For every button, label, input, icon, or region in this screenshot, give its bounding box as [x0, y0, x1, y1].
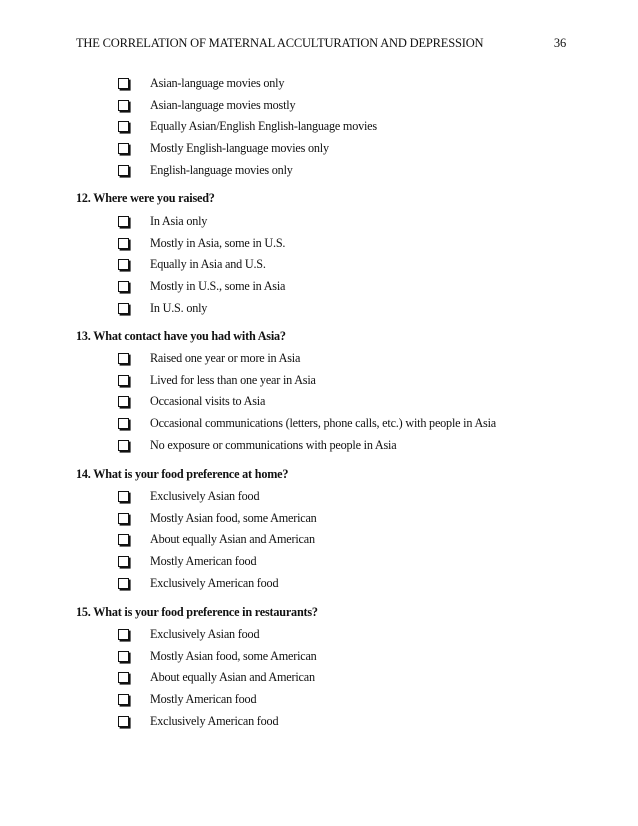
checkbox-icon[interactable]: [118, 694, 129, 705]
checkbox-icon[interactable]: [118, 396, 129, 407]
option-label: Lived for less than one year in Asia: [150, 372, 316, 387]
option-label: Asian-language movies only: [150, 76, 285, 90]
checkbox-icon[interactable]: [118, 78, 129, 89]
question-12-options: [0, 214, 638, 322]
option-item[interactable]: [0, 279, 638, 301]
option-item[interactable]: [0, 98, 638, 120]
option-item[interactable]: [0, 554, 638, 576]
option-item[interactable]: [0, 416, 638, 438]
question-14-heading: 14. What is your food preference at home?: [76, 467, 289, 481]
option-label: Mostly in Asia, some in U.S.: [150, 235, 286, 250]
checkbox-icon[interactable]: [118, 281, 129, 292]
option-item[interactable]: [0, 670, 638, 692]
option-item[interactable]: [0, 119, 638, 141]
checkbox-icon[interactable]: [118, 556, 129, 567]
option-label: Exclusively American food: [150, 575, 279, 590]
checkbox-icon[interactable]: [118, 303, 129, 314]
question-15-options: [0, 627, 638, 735]
option-item[interactable]: [0, 373, 638, 395]
continued-options-list: [0, 76, 638, 184]
option-item[interactable]: [0, 141, 638, 163]
option-label: Occasional communications (letters, phone calls, etc.) with people in Asia: [150, 416, 496, 431]
option-item[interactable]: [0, 163, 638, 185]
checkbox-icon[interactable]: [118, 716, 129, 727]
checkbox-icon[interactable]: [118, 578, 129, 589]
checkbox-icon[interactable]: [118, 121, 129, 132]
running-header: [76, 36, 566, 56]
checkbox-icon[interactable]: [118, 629, 129, 640]
question-13-heading: 13. What contact have you had with Asia?: [76, 329, 286, 343]
option-label: About equally Asian and American: [150, 670, 315, 685]
option-label: About equally Asian and American: [150, 532, 315, 547]
option-item[interactable]: [0, 76, 638, 98]
checkbox-icon[interactable]: [118, 672, 129, 683]
checkbox-icon[interactable]: [118, 259, 129, 270]
option-label: In U.S. only: [150, 300, 208, 315]
option-label: Equally in Asia and U.S.: [150, 257, 266, 272]
checkbox-icon[interactable]: [118, 165, 129, 176]
option-label: Mostly American food: [150, 692, 257, 707]
question-15-heading: 15. What is your food preference in restaurants?: [76, 605, 318, 619]
option-label: In Asia only: [150, 214, 208, 228]
option-label: English-language movies only: [150, 162, 293, 177]
option-item[interactable]: [0, 511, 638, 533]
checkbox-icon[interactable]: [118, 216, 129, 227]
question-14-options: [0, 489, 638, 597]
option-item[interactable]: [0, 627, 638, 649]
checkbox-icon[interactable]: [118, 440, 129, 451]
checkbox-icon[interactable]: [118, 534, 129, 545]
option-label: Exclusively American food: [150, 713, 279, 728]
checkbox-icon[interactable]: [118, 513, 129, 524]
question-13-options: [0, 351, 638, 459]
option-label: Mostly American food: [150, 554, 257, 569]
checkbox-icon[interactable]: [118, 353, 129, 364]
option-item[interactable]: [0, 576, 638, 598]
checkbox-icon[interactable]: [118, 491, 129, 502]
checkbox-icon[interactable]: [118, 375, 129, 386]
option-item[interactable]: [0, 489, 638, 511]
header-title: THE CORRELATION OF MATERNAL ACCULTURATION AND DEPRESSION: [76, 36, 484, 50]
option-label: Raised one year or more in Asia: [150, 351, 301, 365]
option-item[interactable]: [0, 649, 638, 671]
question-12-heading: 12. Where were you raised?: [76, 191, 215, 205]
option-item[interactable]: [0, 692, 638, 714]
option-item[interactable]: [0, 532, 638, 554]
option-item[interactable]: [0, 438, 638, 460]
option-item[interactable]: [0, 714, 638, 736]
checkbox-icon[interactable]: [118, 238, 129, 249]
option-label: Mostly Asian food, some American: [150, 648, 317, 663]
option-item[interactable]: [0, 301, 638, 323]
option-item[interactable]: [0, 351, 638, 373]
option-label: Mostly English-language movies only: [150, 141, 329, 156]
checkbox-icon[interactable]: [118, 418, 129, 429]
checkbox-icon[interactable]: [118, 651, 129, 662]
option-label: Asian-language movies mostly: [150, 97, 296, 112]
option-label: No exposure or communications with people in Asia: [150, 437, 397, 452]
option-item[interactable]: [0, 236, 638, 258]
option-label: Equally Asian/English English-language movies: [150, 119, 377, 134]
checkbox-icon[interactable]: [118, 100, 129, 111]
option-item[interactable]: [0, 257, 638, 279]
option-label: Occasional visits to Asia: [150, 394, 266, 409]
option-item[interactable]: [0, 214, 638, 236]
page-number: 36: [553, 36, 566, 50]
option-label: Exclusively Asian food: [150, 489, 260, 503]
option-label: Mostly in U.S., some in Asia: [150, 279, 286, 294]
option-label: Exclusively Asian food: [150, 627, 260, 641]
option-item[interactable]: [0, 394, 638, 416]
checkbox-icon[interactable]: [118, 143, 129, 154]
option-label: Mostly Asian food, some American: [150, 510, 317, 525]
